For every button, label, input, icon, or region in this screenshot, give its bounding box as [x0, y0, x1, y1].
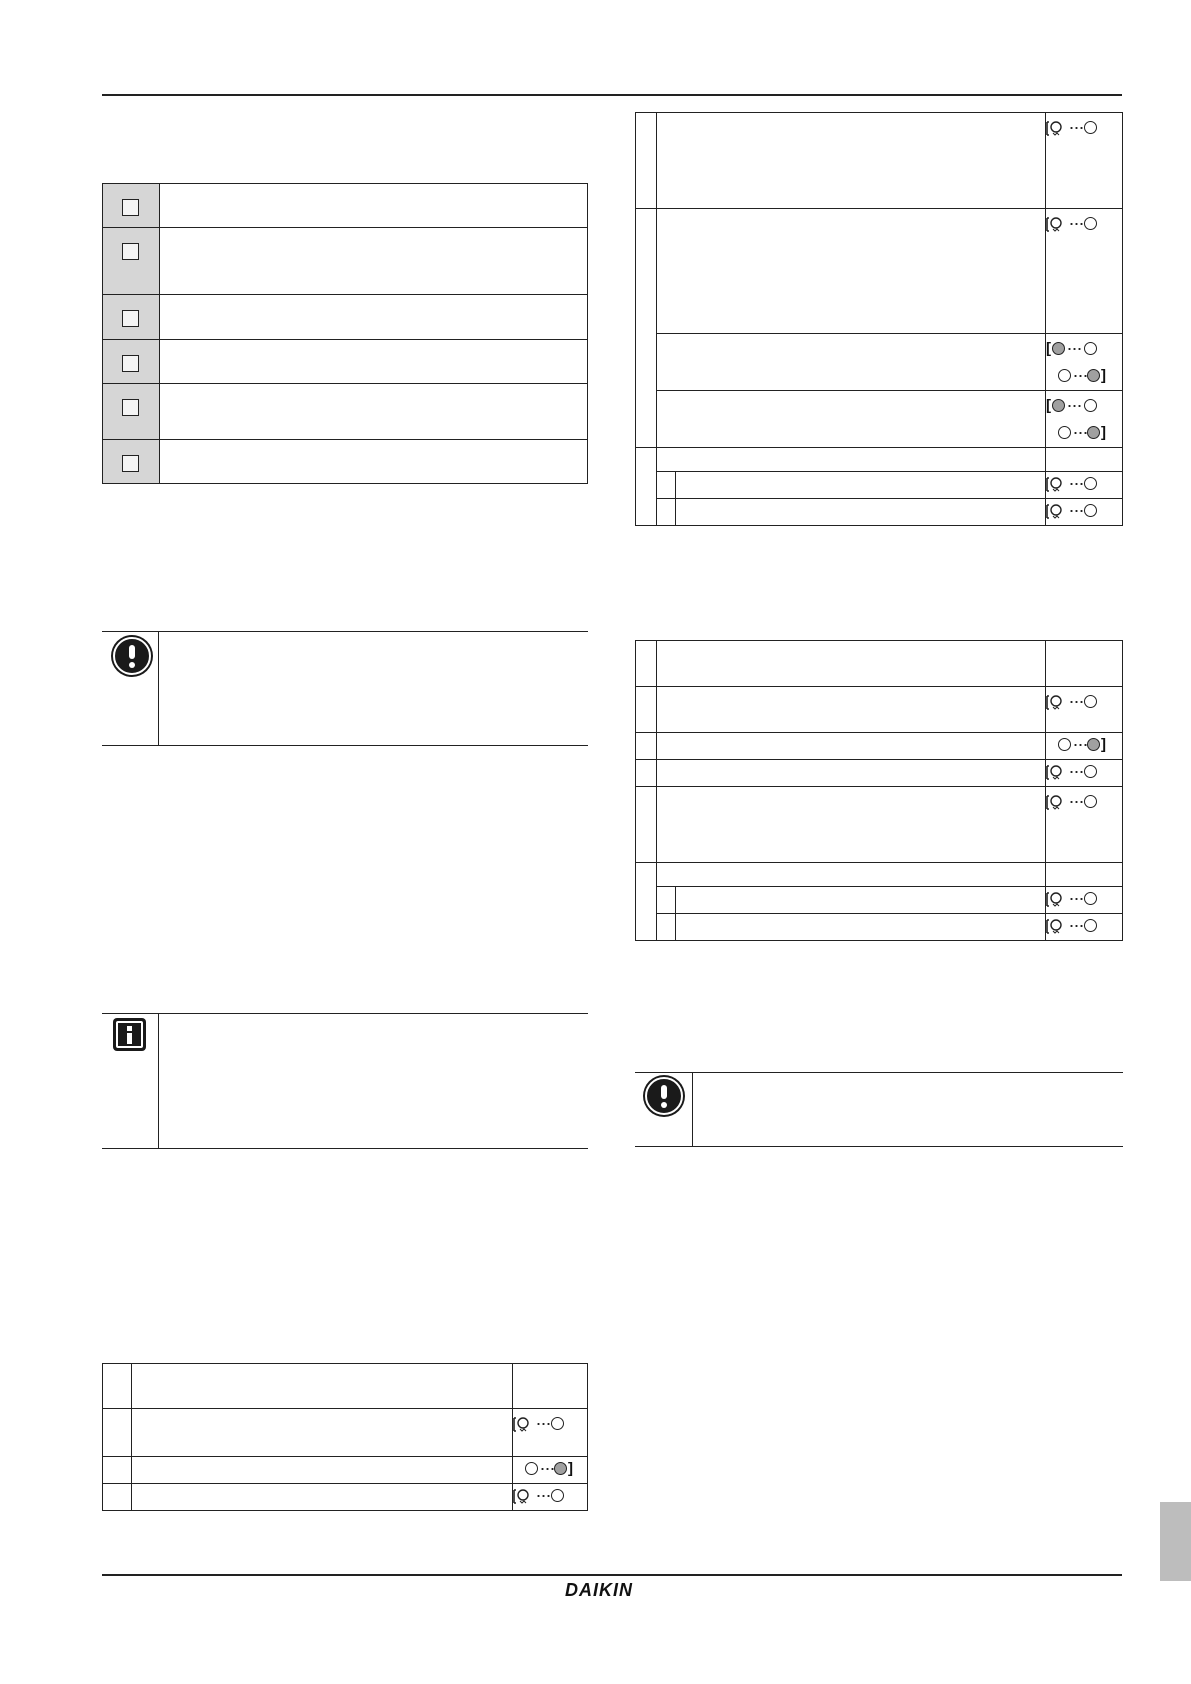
checkbox-icon[interactable]	[122, 310, 139, 327]
led-indicator-icon	[1084, 795, 1097, 808]
led-indicator-icon	[1058, 369, 1071, 382]
press-button-icon	[1046, 216, 1066, 232]
led-indicator-icon	[1084, 765, 1097, 778]
press-button-icon	[1046, 794, 1066, 810]
led-indicator-icon	[1084, 477, 1097, 490]
checklist-row	[103, 294, 587, 339]
press-button-indicator	[1046, 119, 1100, 137]
led-indicator-icon	[1052, 399, 1065, 412]
led-indicator-icon	[551, 1489, 564, 1502]
checklist-row	[103, 439, 587, 483]
press-button-icon	[513, 1416, 533, 1432]
led-indicator-icon	[551, 1417, 564, 1430]
footer-rule	[102, 1574, 1122, 1576]
press-button-indicator	[1046, 793, 1100, 811]
led-indicator: [	[1046, 340, 1100, 358]
press-button-icon	[1046, 476, 1066, 492]
led-indicator: ]	[1046, 736, 1100, 754]
led-indicator-icon	[1084, 919, 1097, 932]
press-button-indicator	[513, 1487, 567, 1505]
checklist-row	[103, 184, 587, 227]
press-button-indicator	[1046, 763, 1100, 781]
led-indicator-icon	[1084, 399, 1097, 412]
led-indicator-icon	[1052, 342, 1065, 355]
led-indicator-icon	[1058, 738, 1071, 751]
checkbox-icon[interactable]	[122, 455, 139, 472]
press-button-indicator	[1046, 693, 1100, 711]
led-indicator: [	[1046, 397, 1100, 415]
checklist-row	[103, 339, 587, 383]
led-indicator: ]	[1046, 424, 1100, 442]
checklist-row	[103, 227, 587, 294]
warning-icon	[645, 1077, 683, 1115]
press-button-icon	[1046, 694, 1066, 710]
press-button-indicator	[1046, 917, 1100, 935]
procedure-table-2	[635, 640, 1123, 941]
checkbox-icon[interactable]	[122, 243, 139, 260]
led-indicator-icon	[1087, 738, 1100, 751]
led-indicator-icon	[1087, 426, 1100, 439]
section-tab-marker	[1160, 1502, 1191, 1581]
checkbox-icon[interactable]	[122, 399, 139, 416]
led-indicator-icon	[1084, 342, 1097, 355]
led-indicator-icon	[1084, 892, 1097, 905]
press-button-icon	[1046, 764, 1066, 780]
warning-icon	[113, 637, 151, 675]
procedure-table-1	[635, 112, 1123, 526]
led-indicator-icon	[1058, 426, 1071, 439]
led-indicator-icon	[1084, 217, 1097, 230]
press-button-indicator	[1046, 502, 1100, 520]
led-indicator: ]	[1046, 367, 1100, 385]
header-rule	[102, 94, 1122, 96]
information-icon	[113, 1018, 146, 1051]
led-indicator-icon	[1084, 121, 1097, 134]
brand-logo: DAIKIN	[565, 1580, 633, 1600]
press-button-icon	[513, 1488, 533, 1504]
procedure-table-3	[102, 1363, 588, 1511]
press-button-icon	[1046, 503, 1066, 519]
press-button-indicator	[1046, 215, 1100, 233]
led-indicator-icon	[1084, 504, 1097, 517]
press-button-icon	[1046, 120, 1066, 136]
press-button-indicator	[1046, 890, 1100, 908]
led-indicator-icon	[525, 1462, 538, 1475]
led-indicator-icon	[1084, 695, 1097, 708]
checklist-row	[103, 383, 587, 439]
led-indicator: ]	[513, 1460, 567, 1478]
press-button-icon	[1046, 891, 1066, 907]
checkbox-icon[interactable]	[122, 199, 139, 216]
checkbox-icon[interactable]	[122, 355, 139, 372]
led-indicator-icon	[1087, 369, 1100, 382]
checklist-table	[102, 183, 588, 484]
press-button-indicator	[513, 1415, 567, 1433]
press-button-icon	[1046, 918, 1066, 934]
press-button-indicator	[1046, 475, 1100, 493]
led-indicator-icon	[554, 1462, 567, 1475]
